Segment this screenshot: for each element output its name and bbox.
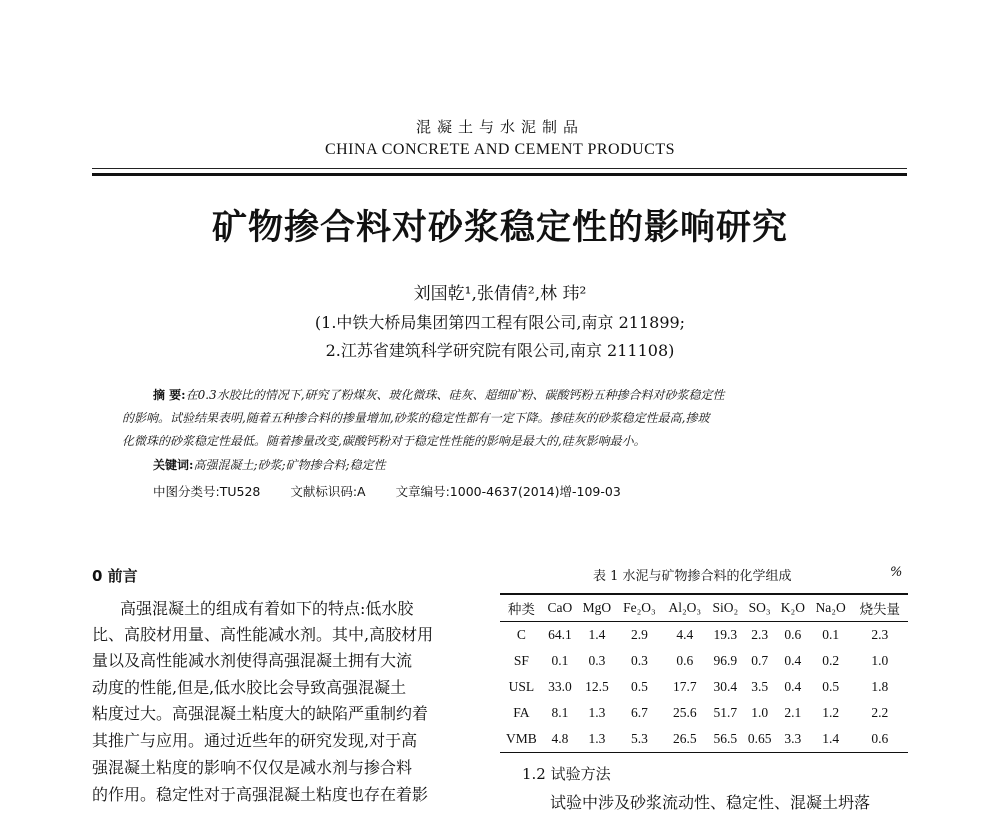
column-header: SiO₂ [708,594,744,622]
table-row [500,700,908,726]
column-header: Fe₂O₃ [617,594,662,622]
value-cell: 0.5 [822,679,840,694]
body-line: 动度的性能,但是,低水胶比会导致高强混凝土 [92,678,407,697]
value-cell: 25.6 [672,705,697,720]
value-cell: 1.8 [871,679,889,694]
value-cell: 3.5 [751,679,769,694]
paper-title: 矿物掺合料对砂浆稳定性的影响研究 [211,208,788,248]
authors: 刘国乾¹,张倩倩²,林 玮² [413,284,587,304]
value-cell: 0.7 [751,653,769,668]
value-cell: 5.3 [617,726,662,753]
table-row [500,726,908,753]
value-cell: 56.5 [708,726,744,753]
value-cell: 0.6 [676,653,694,668]
value-cell: 1.3 [577,726,617,753]
value-cell: 1.4 [810,726,852,753]
value-cell: 2.2 [871,705,889,720]
keywords [153,456,386,473]
column-header: Na₂O [810,594,852,622]
column-header: K₂O [776,594,810,622]
body-line: 其推广与应用。通过近些年的研究发现,对于高 [92,731,418,750]
value-cell: 4.4 [676,627,694,642]
value-cell: 0.1 [551,653,569,668]
value-cell: 2.3 [871,627,889,642]
value-cell: 0.2 [822,653,840,668]
header-rule-thick [92,173,907,176]
value-cell: 2.1 [784,705,802,720]
keywords-text: 高强混凝土;砂浆;矿物掺合料;稳定性 [193,458,386,472]
keywords-label: 关键词: [153,458,194,472]
table-header-row [500,594,908,622]
affiliation-2: 2.江苏省建筑科学研究院有限公司,南京 211108) [325,341,675,360]
value-cell: 0.1 [822,627,840,642]
value-cell: 1.2 [822,705,840,720]
value-cell: 4.8 [543,726,577,753]
value-cell: 2.3 [751,627,769,642]
material-type-cell: FA [513,705,530,720]
abstract-line: 化微珠的砂浆稳定性最低。随着掺量改变,碳酸钙粉对于稳定性性能的影响是最大的,硅灰影响最小。 [122,434,646,448]
column-header: SO₃ [743,594,776,622]
value-cell: 6.7 [630,705,648,720]
value-cell: 1.0 [871,653,889,668]
value-cell: 1.0 [751,705,769,720]
value-cell: 12.5 [585,679,609,694]
chemical-composition-table [500,593,908,753]
value-cell: 0.3 [588,653,606,668]
material-type-cell: C [516,627,526,642]
value-cell: 0.4 [784,653,802,668]
value-cell: 0.65 [743,726,776,753]
material-type-cell: SF [513,653,529,668]
classification-line [153,482,647,500]
material-type-cell: USL [508,679,535,694]
column-header: 烧失量 [852,594,908,622]
value-cell: 26.5 [662,726,707,753]
value-cell: 96.9 [713,653,738,668]
body-line: 粘度过大。高强混凝土粘度大的缺陷严重制约着 [92,704,429,723]
body-line: 试验中涉及砂浆流动性、稳定性、混凝土坍落 [550,793,871,812]
table-unit: % [890,565,903,580]
abstract [122,384,882,453]
value-cell: 17.7 [672,679,697,694]
value-cell: 1.4 [588,627,606,642]
journal-name-en: CHINA CONCRETE AND CEMENT PRODUCTS [324,141,676,158]
table-caption: 表 1 水泥与矿物掺合料的化学组成 [593,569,792,584]
abstract-line: 的影响。试验结果表明,随着五种掺合料的掺量增加,砂浆的稳定性都有一定下降。掺硅灰的砂浆稳定性最高,掺玻 [122,411,710,425]
body-line: 强混凝土粘度的影响不仅仅是减水剂与掺合料 [92,758,413,777]
journal-name-cn: 混凝土与水泥制品 [415,118,584,136]
column-header: Al₂O₃ [662,594,707,622]
value-cell: 0.3 [630,653,648,668]
value-cell: 30.4 [713,679,738,694]
value-cell: 33.0 [548,679,572,694]
subsection-heading-test-method: 1.2 试验方法 [522,765,611,783]
table-row [500,622,908,649]
value-cell: 0.5 [630,679,648,694]
article-number: 文章编号:1000-4637(2014)增-109-03 [395,484,621,499]
abstract-label: 摘 要: [153,388,186,402]
value-cell: 0.6 [784,627,802,642]
table-row [500,648,908,674]
body-line: 高强混凝土的组成有着如下的特点:低水胶 [120,599,414,618]
value-cell: 3.3 [776,726,810,753]
section-heading-preface: 0 前言 [92,567,138,585]
header-rule-thin [92,168,907,169]
body-line: 的作用。稳定性对于高强混凝土粘度也存在着影 [92,785,429,804]
value-cell: 64.1 [548,627,572,642]
clc-number: 中图分类号:TU528 [153,484,261,499]
material-type-cell: VMB [500,726,543,753]
affiliation-1: (1.中铁大桥局集团第四工程有限公司,南京 211899; [314,313,686,332]
body-line: 量以及高性能减水剂使得高强混凝土拥有大流 [92,651,413,670]
value-cell: 8.1 [551,705,569,720]
column-header: 种类 [500,594,543,622]
abstract-line: 在0.3水胶比的情况下,研究了粉煤灰、玻化微珠、硅灰、超细矿粉、碳酸钙粉五种掺合料对砂浆稳定性 [185,388,725,402]
column-header: CaO [543,594,577,622]
value-cell: 19.3 [713,627,738,642]
value-cell: 2.9 [630,627,648,642]
table-row [500,674,908,700]
value-cell: 0.6 [852,726,908,753]
value-cell: 1.3 [588,705,606,720]
value-cell: 51.7 [713,705,738,720]
value-cell: 0.4 [784,679,802,694]
document-code: 文献标识码:A [290,484,366,499]
body-line: 比、高胶材用量、高性能减水剂。其中,高胶材用 [92,625,434,644]
column-header: MgO [577,594,617,622]
